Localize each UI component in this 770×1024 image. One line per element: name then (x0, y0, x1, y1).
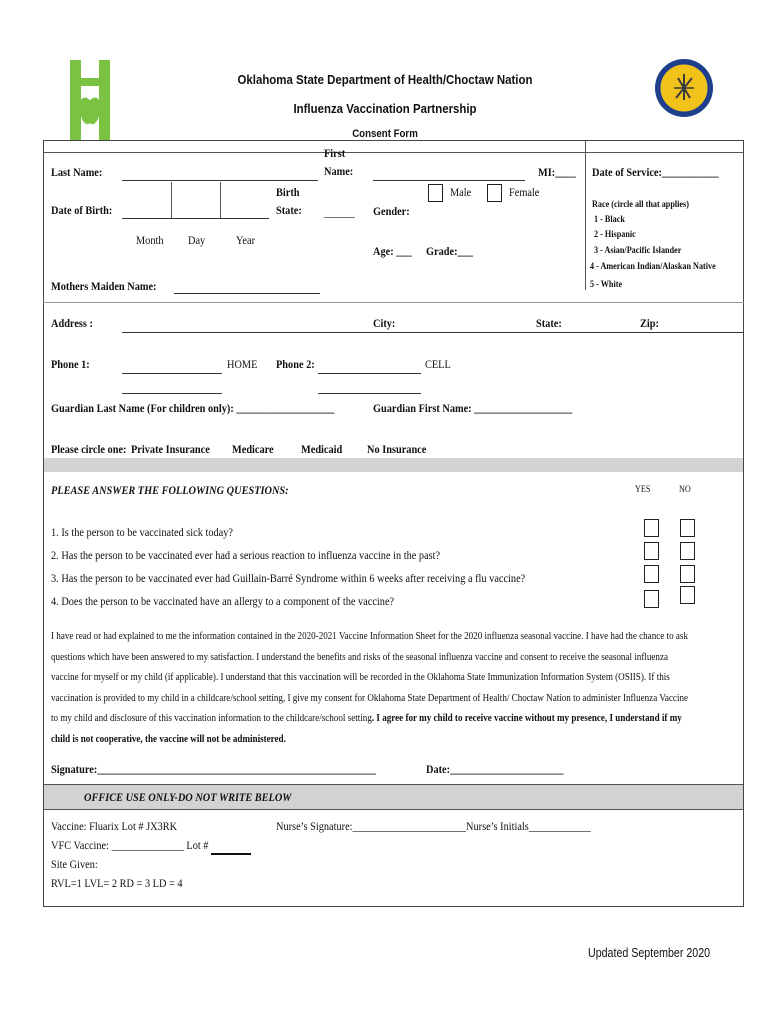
insurance-label: Please circle one: (51, 442, 127, 456)
no-column-label: NO (679, 485, 691, 495)
phone2-label: Phone 2: (276, 357, 315, 371)
header-rule (43, 152, 744, 153)
question-3: 3. Has the person to be vaccinated ever had Guillain-Barré Syndrome within 6 weeks after receiving a flu vaccine? (51, 571, 526, 585)
q2-no-checkbox[interactable] (680, 542, 695, 560)
address-label: Address : (51, 316, 93, 330)
q2-yes-checkbox[interactable] (644, 542, 659, 560)
birth-state-field[interactable]: ______ (324, 205, 355, 219)
grade-field[interactable]: Grade:___ (426, 244, 474, 258)
consent-line-5-bold: . I agree for my child to receive vaccine without my presence, I understand if my (371, 712, 682, 725)
first-name-label-2: Name: (324, 164, 354, 178)
address-section-rule (43, 302, 744, 303)
dob-year-label: Year (236, 233, 256, 247)
dob-day-label: Day (188, 233, 206, 247)
phone2-alt-field[interactable] (318, 393, 421, 394)
insurance-medicare[interactable]: Medicare (232, 442, 274, 456)
questions-separator-band (44, 458, 743, 472)
updated-date: Updated September 2020 (588, 945, 711, 960)
vaccine-lot-line: Vaccine: Fluarix Lot # JX3RK (51, 819, 178, 833)
program-title: Influenza Vaccination Partnership (293, 101, 477, 116)
yes-column-label: YES (635, 485, 651, 495)
date-of-service-field[interactable]: Date of Service:___________ (592, 165, 719, 179)
org-title: Oklahoma State Department of Health/Choctaw Nation (237, 72, 533, 87)
question-1: 1. Is the person to be vaccinated sick today? (51, 525, 233, 539)
phone1-alt-field[interactable] (122, 393, 222, 394)
guardian-last-name-field[interactable]: Guardian Last Name (For children only): ___________________ (51, 401, 335, 415)
phone2-field[interactable] (318, 373, 421, 374)
consent-line (51, 708, 682, 729)
q3-yes-checkbox[interactable] (644, 565, 659, 583)
consent-line: I have read or had explained to me the information contained in the 2020-2021 Vaccine Information Sheet for the 2020 influenza seasonal vaccine. I have had the chance to ask (51, 630, 688, 642)
osdh-logo (70, 60, 110, 140)
nurse-signature-field[interactable]: Nurse’s Signature:______________________Nurse’s Initials____________ (276, 819, 591, 833)
race-title: Race (circle all that applies) (592, 200, 689, 210)
consent-line-5-normal: to my child and disclosure of this vaccination information to the childcare/school setting (51, 712, 372, 725)
race-option-white[interactable]: 5 - White (590, 280, 623, 290)
first-name-field[interactable] (373, 180, 525, 181)
q3-no-checkbox[interactable] (680, 565, 695, 583)
consent-line-bold: child is not cooperative, the vaccine will not be administered. (51, 732, 286, 745)
female-checkbox[interactable] (487, 184, 502, 202)
dob-divider-2 (220, 182, 221, 218)
gender-label: Gender: (373, 204, 410, 218)
last-name-field[interactable] (122, 180, 318, 181)
female-label: Female (509, 185, 540, 199)
home-label: HOME (227, 357, 258, 371)
dob-field[interactable] (122, 182, 269, 219)
question-2: 2. Has the person to be vaccinated ever had a serious reaction to influenza vaccine in the past? (51, 548, 441, 562)
guardian-first-name-field[interactable]: Guardian First Name: ___________________ (373, 401, 573, 415)
mothers-maiden-label: Mothers Maiden Name: (51, 279, 157, 293)
dob-month-label: Month (136, 233, 164, 247)
race-option-black[interactable]: 1 - Black (594, 215, 625, 225)
race-option-hispanic[interactable]: 2 - Hispanic (594, 230, 636, 240)
consent-paragraph (51, 626, 741, 750)
choctaw-nation-seal (654, 58, 714, 118)
vfc-lot-underline (211, 853, 251, 855)
dob-divider-1 (171, 182, 172, 218)
state-label: State: (536, 316, 562, 330)
male-checkbox[interactable] (428, 184, 443, 202)
site-given-label: Site Given: (51, 857, 98, 871)
mi-field[interactable]: MI:____ (538, 165, 576, 179)
first-name-label-1: First (324, 146, 346, 160)
insurance-medicaid[interactable]: Medicaid (301, 442, 343, 456)
vfc-vaccine-field[interactable]: VFC Vaccine: ______________ Lot # (51, 838, 209, 852)
date-of-birth-label: Date of Birth: (51, 203, 113, 217)
race-option-asian[interactable]: 3 - Asian/Pacific Islander (594, 246, 682, 256)
questions-heading: PLEASE ANSWER THE FOLLOWING QUESTIONS: (51, 483, 289, 497)
phone1-field[interactable] (122, 373, 222, 374)
city-label: City: (373, 316, 396, 330)
q4-no-checkbox[interactable] (680, 586, 695, 604)
insurance-private[interactable]: Private Insurance (131, 442, 210, 456)
question-4: 4. Does the person to be vaccinated have an allergy to a component of the vaccine? (51, 594, 395, 608)
male-label: Male (450, 185, 472, 199)
birth-state-label-1: Birth (276, 185, 300, 199)
cell-label: CELL (425, 357, 451, 371)
form-title: Consent Form (352, 128, 418, 140)
zip-label: Zip: (640, 316, 659, 330)
consent-line: vaccine for myself or my child (if applicable). I understand that this vaccination will be recorded in the Oklahoma State Immunization Information System (OSIIS). If this (51, 671, 670, 684)
q1-yes-checkbox[interactable] (644, 519, 659, 537)
race-box-divider (585, 140, 586, 290)
q1-no-checkbox[interactable] (680, 519, 695, 537)
insurance-none[interactable]: No Insurance (367, 442, 427, 456)
office-use-heading: OFFICE USE ONLY-DO NOT WRITE BELOW (84, 790, 292, 804)
birth-state-label-2: State: (276, 203, 302, 217)
last-name-label: Last Name: (51, 165, 103, 179)
phone1-label: Phone 1: (51, 357, 90, 371)
address-field[interactable] (122, 332, 744, 333)
mothers-maiden-field[interactable] (174, 293, 320, 294)
consent-line: vaccination is provided to my child in a childcare/school setting, I give my consent for Oklahoma State Department of Health/ Choctaw Nation to administer Influenza Vaccine (51, 691, 689, 704)
consent-line: questions which have been answered to my satisfaction. I understand the benefits and risks of the seasonal influenza vaccine and consent to receive the seasonal influenza (51, 650, 669, 663)
date-field[interactable]: Date:______________________ (426, 762, 564, 776)
race-option-american-indian[interactable]: 4 - American Indian/Alaskan Native (590, 262, 716, 272)
age-field[interactable]: Age: ___ (373, 244, 412, 258)
signature-field[interactable]: Signature:______________________________________________________ (51, 762, 376, 776)
site-codes: RVL=1 LVL= 2 RD = 3 LD = 4 (51, 876, 183, 890)
q4-yes-checkbox[interactable] (644, 590, 659, 608)
